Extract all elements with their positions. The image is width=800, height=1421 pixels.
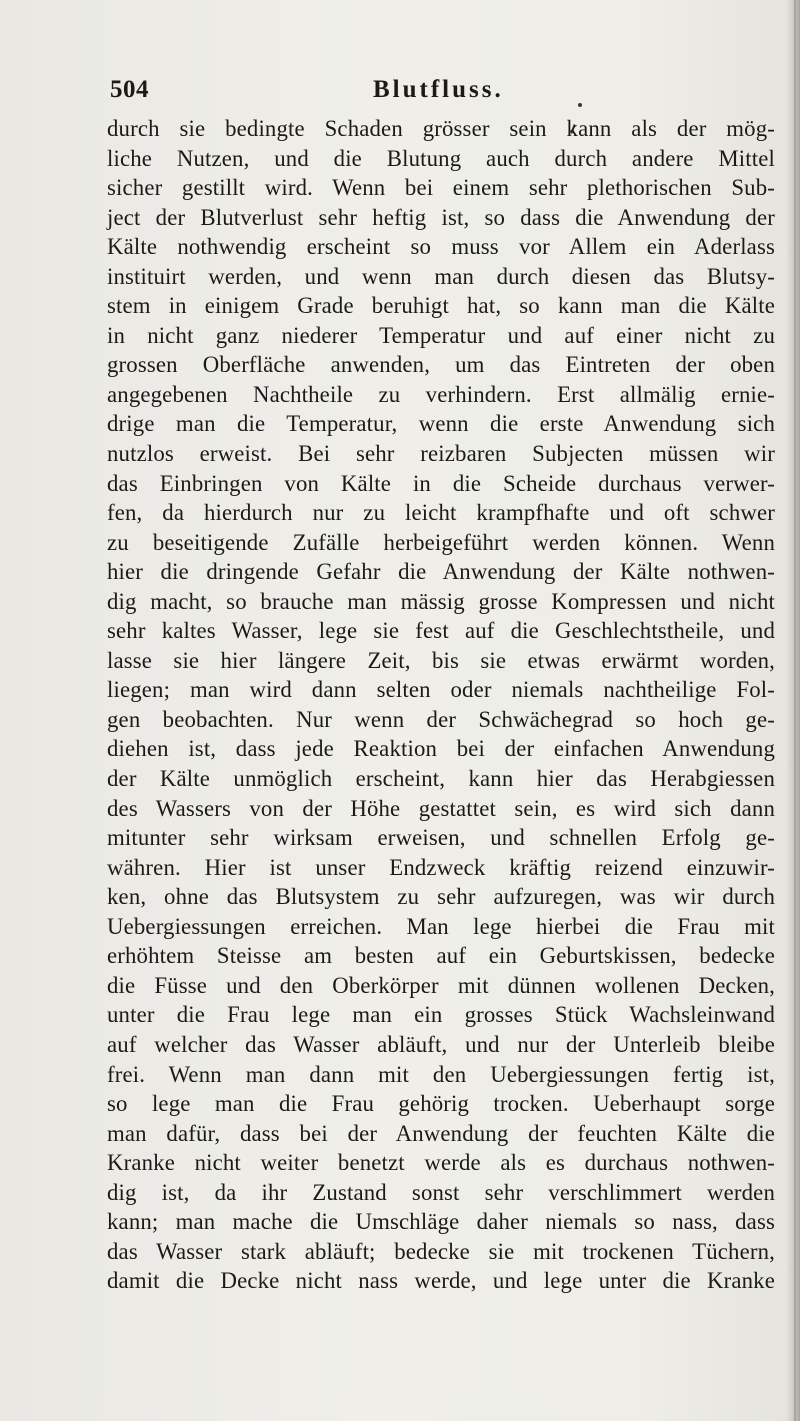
text-line: diehen ist, dass jede Reaktion bei der einfachen Anwendung xyxy=(107,736,775,762)
text-line: der Kälte unmöglich erscheint, kann hier das Herabgiessen xyxy=(107,766,775,792)
text-line: dig ist, da ihr Zustand sonst sehr verschlimmert werden xyxy=(107,1179,775,1205)
text-line: so lege man die Frau gehörig trocken. Ueberhaupt sorge xyxy=(107,1091,775,1117)
text-line: durch sie bedingte Schaden grösser sein kann als der mög- xyxy=(107,116,775,141)
text-line: hier die dringende Gefahr die Anwendung der Kälte nothwen- xyxy=(107,559,775,585)
page-edge-shadow xyxy=(786,0,800,1421)
text-line: nutzlos erweist. Bei sehr reizbaren Subjecten müssen wir xyxy=(107,441,775,467)
text-line: lasse sie hier längere Zeit, bis sie etwas erwärmt worden, xyxy=(107,647,775,673)
text-line: sicher gestillt wird. Wenn bei einem sehr plethorischen Sub- xyxy=(107,175,775,201)
text-line: ken, ohne das Blutsystem zu sehr aufzuregen, was wir durch xyxy=(107,884,775,910)
text-line: währen. Hier ist unser Endzweck kräftig reizend einzuwir- xyxy=(107,854,775,880)
text-line: das Einbringen von Kälte in die Scheide durchaus verwer- xyxy=(107,470,775,496)
text-line: des Wassers von der Höhe gestattet sein, es wird sich dann xyxy=(107,795,775,821)
text-line: kann; man mache die Umschläge daher niemals so nass, dass xyxy=(107,1209,775,1235)
text-line: unter die Frau lege man ein grosses Stück Wachsleinwand xyxy=(107,1002,775,1028)
text-line: damit die Decke nicht nass werde, und lege unter die Kranke xyxy=(107,1268,775,1294)
text-line: in nicht ganz niederer Temperatur und auf einer nicht zu xyxy=(107,322,775,348)
page-number: 504 xyxy=(110,76,149,103)
text-line: liegen; man wird dann selten oder niemals nachtheilige Fol- xyxy=(107,677,775,703)
page-header xyxy=(0,70,800,110)
text-line: stem in einigem Grade beruhigt hat, so kann man die Kälte xyxy=(107,293,775,319)
text-line: gen beobachten. Nur wenn der Schwächegrad so hoch ge- xyxy=(107,706,775,732)
text-line: zu beseitigende Zufälle herbeigeführt werden können. Wenn xyxy=(107,529,775,555)
print-speck xyxy=(578,103,582,107)
body-text xyxy=(107,114,775,1296)
text-line: Kälte nothwendig erscheint so muss vor Allem ein Aderlass xyxy=(107,234,775,260)
text-line: Kranke nicht weiter benetzt werde als es durchaus nothwen- xyxy=(107,1150,775,1176)
text-line: grossen Oberfläche anwenden, um das Eintreten der oben xyxy=(107,352,775,378)
text-line: drige man die Temperatur, wenn die erste Anwendung sich xyxy=(107,411,775,437)
text-line: erhöhtem Steisse am besten auf ein Geburtskissen, bedecke xyxy=(107,943,775,969)
text-line: sehr kaltes Wasser, lege sie fest auf die Geschlechtstheile, und xyxy=(107,618,775,644)
text-line: instituirt werden, und wenn man durch diesen das Blutsy- xyxy=(107,263,775,289)
text-line: frei. Wenn man dann mit den Uebergiessungen fertig ist, xyxy=(107,1061,775,1087)
page-edge-line xyxy=(794,0,796,1421)
text-line: das Wasser stark abläuft; bedecke sie mit trockenen Tüchern, xyxy=(107,1238,775,1264)
text-line: angegebenen Nachtheile zu verhindern. Erst allmälig ernie- xyxy=(107,381,775,407)
text-line: mitunter sehr wirksam erweisen, und schnellen Erfolg ge- xyxy=(107,825,775,851)
text-line: man dafür, dass bei der Anwendung der feuchten Kälte die xyxy=(107,1120,775,1146)
text-line: fen, da hierdurch nur zu leicht krampfhafte und oft schwer xyxy=(107,500,775,526)
text-line: liche Nutzen, und die Blutung auch durch andere Mittel xyxy=(107,145,775,171)
text-line: auf welcher das Wasser abläuft, und nur der Unterleib bleibe xyxy=(107,1031,775,1057)
running-title: Blutfluss. xyxy=(373,76,504,103)
text-line: dig macht, so brauche man mässig grosse Kompressen und nicht xyxy=(107,588,775,614)
text-line: Uebergiessungen erreichen. Man lege hierbei die Frau mit xyxy=(107,913,775,939)
text-line: ject der Blutverlust sehr heftig ist, so dass die Anwendung der xyxy=(107,204,775,230)
text-line: die Füsse und den Oberkörper mit dünnen wollenen Decken, xyxy=(107,972,775,998)
